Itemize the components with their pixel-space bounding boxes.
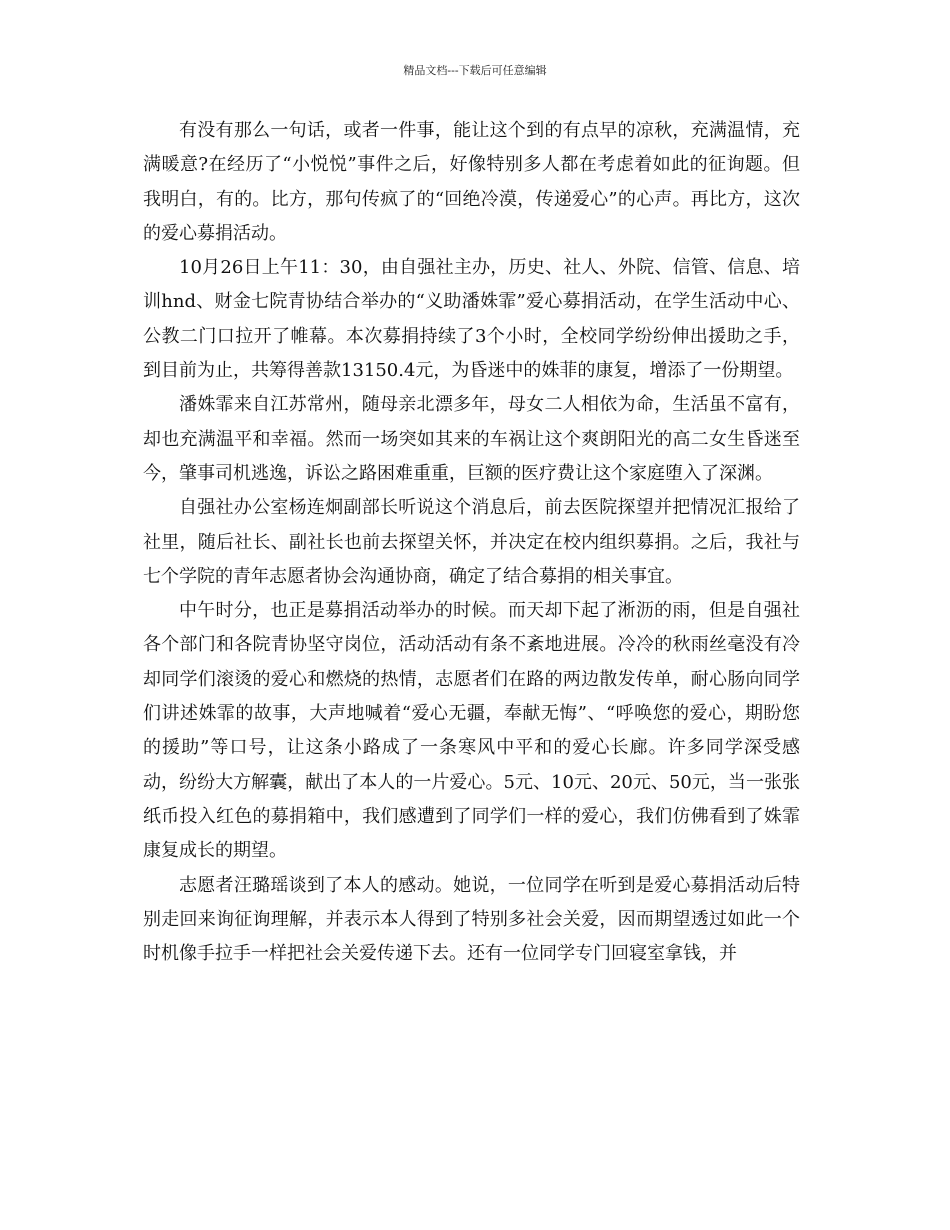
paragraph-organization: 自强社办公室杨连炯副部长听说这个消息后，前去医院探望并把情况汇报给了社里，随后社长、副社长也前去探望关怀，并决定在校内组织募捐。之后，我社与七个学院的青年志愿者协会沟通协商，确定了结合募捐的相关事宜。 xyxy=(143,497,800,587)
document-body xyxy=(143,114,800,971)
paragraph-event: 10月26日上午11：30，由自强社主办，历史、社人、外院、信管、信息、培训hnd、财金七院青协结合举办的“义助潘姝霏”爱心募捐活动，在学生活动中心、公教二门口拉开了帷幕。本次募捐持续了3个小时，全校同学纷纷伸出援助之手，到目前为止，共筹得善款13150.4元，为昏迷中的姝菲的康复，增添了一份期望。 xyxy=(143,257,800,382)
page-header: 精品文档---下载后可任意编辑 xyxy=(403,64,547,77)
paragraph-volunteer: 志愿者汪璐瑶谈到了本人的感动。她说，一位同学在听到是爱心募捐活动后特别走回来询征询理解，并表示本人得到了特别多社会关爱，因而期望透过如此一个时机像手拉手一样把社会关爱传递下去。还有一位同学专门回寝室拿钱，并 xyxy=(143,874,800,965)
paragraph-background: 潘姝霏来自江苏常州，随母亲北漂多年，母女二人相依为命，生活虽不富有，却也充满温平和幸福。然而一场突如其来的车祸让这个爽朗阳光的高二女生昏迷至今，肇事司机逃逸，诉讼之路困难重重，巨额的医疗费让这个家庭堕入了深渊。 xyxy=(143,394,800,484)
paragraph-activity: 中午时分，也正是募捐活动举办的时候。而天却下起了淅沥的雨，但是自强社各个部门和各院青协坚守岗位，活动活动有条不紊地进展。冷冷的秋雨丝毫没有冷却同学们滚烫的爱心和燃烧的热情，志愿者们在路的两边散发传单，耐心肠向同学们讲述姝霏的故事，大声地喊着“爱心无疆，奉献无悔”、“呼唤您的爱心，期盼您的援助”等口号，让这条小路成了一条寒风中平和的爱心长廊。许多同学深受感动，纷纷大方解囊，献出了本人的一片爱心。5元、10元、20元、50元，当一张张纸币投入红色的募捐箱中，我们感遭到了同学们一样的爱心，我们仿佛看到了姝霏康复成长的期望。 xyxy=(143,600,800,862)
paragraph-intro: 有没有那么一句话，或者一件事，能让这个到的有点早的凉秋，充满温情，充满暖意?在经历了“小悦悦”事件之后，好像特别多人都在考虑着如此的征询题。但我明白，有的。比方，那句传疯了的“回绝冷漠，传递爱心”的心声。再比方，这次的爱心募捐活动。 xyxy=(143,120,800,244)
